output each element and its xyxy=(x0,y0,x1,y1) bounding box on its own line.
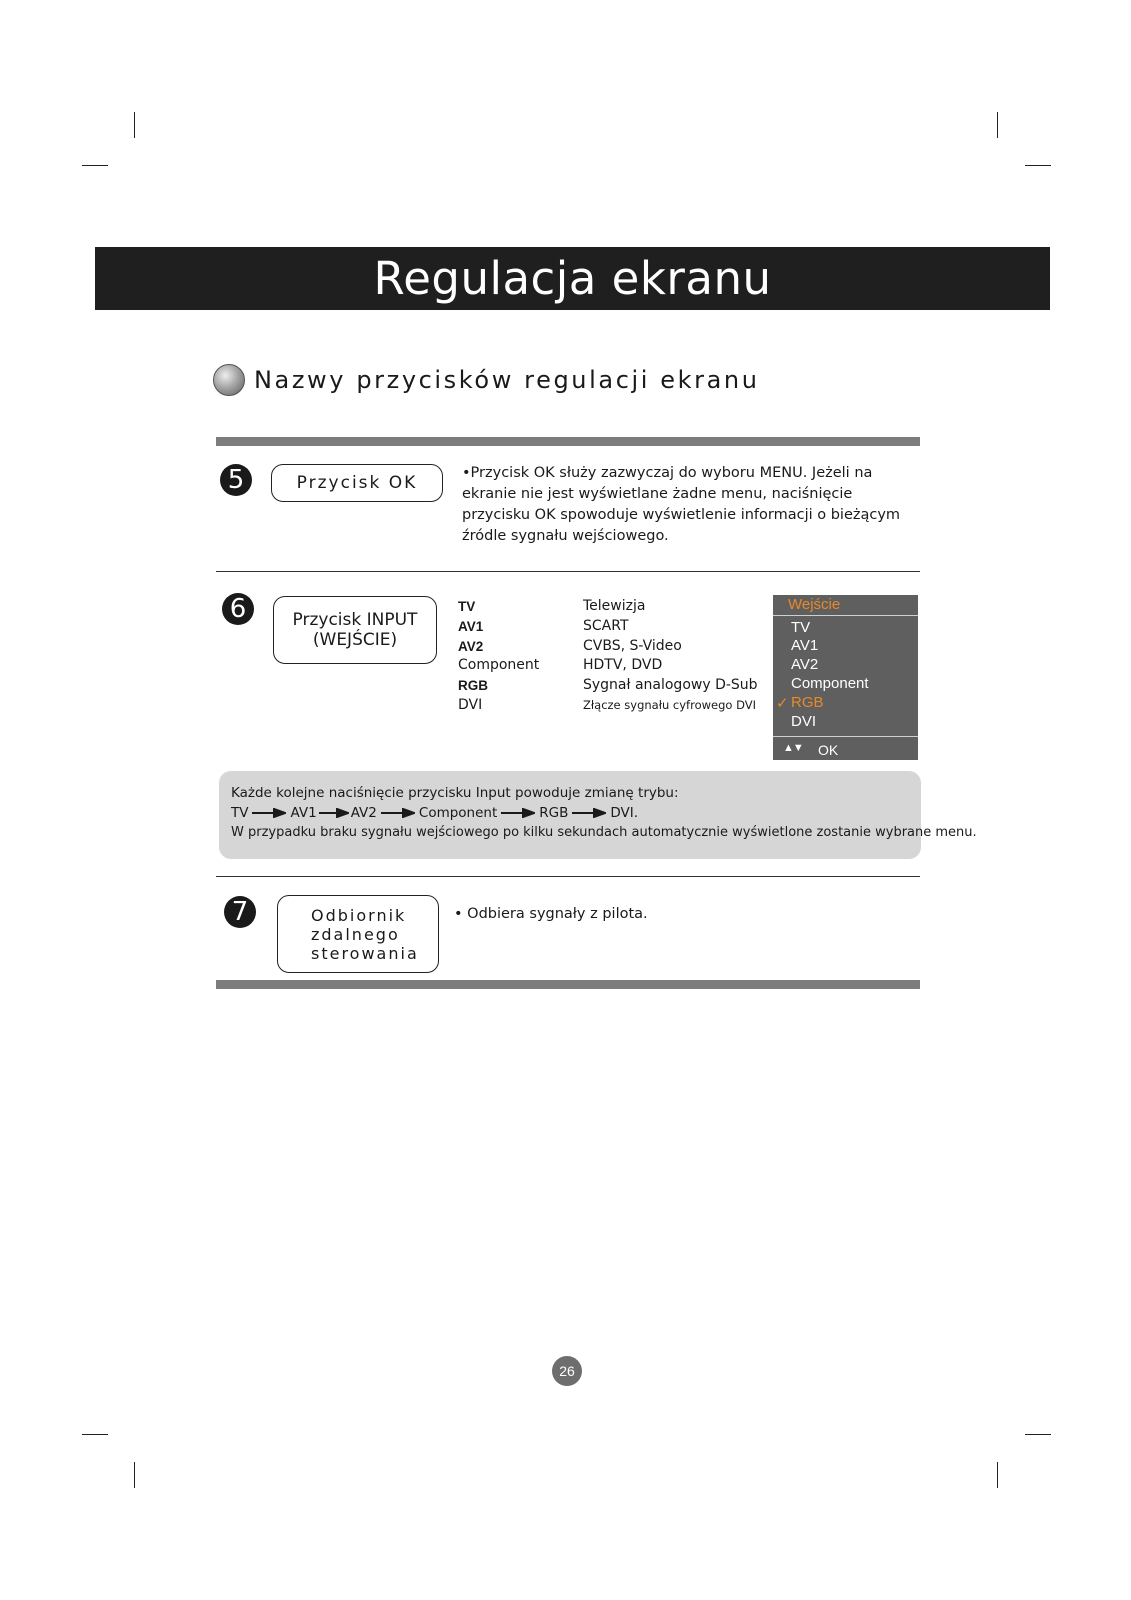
thick-divider xyxy=(216,980,920,989)
source-name: AV2 xyxy=(458,638,484,654)
checkmark-icon: ✓ xyxy=(776,695,789,712)
input-cycle-note xyxy=(219,771,977,859)
input-button-label-box xyxy=(273,596,437,664)
source-description: Telewizja xyxy=(583,598,646,614)
arrow-right-icon xyxy=(252,808,286,818)
divider xyxy=(216,571,920,572)
source-name: Component xyxy=(458,657,540,674)
thick-divider xyxy=(216,437,920,446)
ok-button-label: Przycisk OK xyxy=(296,473,418,493)
remote-receiver-label-line3: sterowania xyxy=(311,943,419,963)
source-name: TV xyxy=(458,599,476,614)
input-sequence xyxy=(231,803,638,823)
osd-item-component: Component xyxy=(791,675,869,692)
sequence-step: AV2 xyxy=(350,805,377,821)
source-description: HDTV, DVD xyxy=(583,657,663,674)
osd-footer xyxy=(773,740,918,760)
source-name: AV1 xyxy=(458,618,484,634)
osd-divider xyxy=(773,615,918,616)
page-title-bar xyxy=(95,247,1050,310)
input-button-label-line2: (WEJŚCIE) xyxy=(312,630,398,650)
ok-button-label-box xyxy=(271,464,443,502)
number-7-icon: 7 xyxy=(224,896,256,928)
source-description: Złącze sygnału cyfrowego DVI xyxy=(583,697,756,712)
source-description: CVBS, S-Video xyxy=(583,637,682,654)
source-description-list xyxy=(583,597,758,716)
crop-mark xyxy=(1025,165,1051,166)
arrow-right-icon xyxy=(381,808,415,818)
up-down-arrows-icon: ▲▼ xyxy=(783,742,803,754)
sequence-step: TV xyxy=(231,805,249,821)
crop-mark xyxy=(997,112,998,138)
sequence-step: AV1 xyxy=(290,805,317,821)
osd-item-dvi: DVI xyxy=(791,713,817,730)
input-button-label-line1: Przycisk INPUT xyxy=(292,610,418,630)
osd-item-tv: TV xyxy=(791,619,811,636)
section-heading xyxy=(213,364,760,396)
crop-mark xyxy=(134,1462,135,1488)
osd-divider xyxy=(773,736,918,737)
note-line3: W przypadku braku sygnału wejściowego po kilku sekundach automatycznie wyświetlone zostanie wybrane menu. xyxy=(231,825,977,840)
osd-item-av2: AV2 xyxy=(791,656,819,673)
sequence-step: RGB xyxy=(539,805,569,821)
source-name: RGB xyxy=(458,678,488,694)
crop-mark xyxy=(1025,1434,1051,1435)
osd-footer-ok: OK xyxy=(818,742,839,758)
arrow-right-icon xyxy=(501,808,535,818)
crop-mark xyxy=(82,1434,108,1435)
sequence-step: Component xyxy=(418,805,498,821)
remote-receiver-label-box xyxy=(277,895,439,973)
remote-receiver-label-line1: Odbiornik xyxy=(311,905,407,925)
sequence-step: DVI. xyxy=(610,805,639,821)
number-6-icon: 6 xyxy=(222,593,254,625)
source-name: DVI xyxy=(458,696,483,713)
crop-mark xyxy=(134,112,135,138)
page-number: 26 xyxy=(552,1356,582,1386)
arrow-right-icon xyxy=(572,808,606,818)
input-osd-menu xyxy=(773,595,918,760)
osd-item-rgb-selected: RGB xyxy=(791,694,824,711)
number-5-icon: 5 xyxy=(220,464,252,496)
source-description: SCART xyxy=(583,617,629,634)
sphere-bullet-icon xyxy=(213,364,245,396)
osd-title: Wejście xyxy=(788,596,841,613)
note-line1: Każde kolejne naciśnięcie przycisku Input powoduje zmianę trybu: xyxy=(231,785,679,801)
source-description: Sygnał analogowy D-Sub xyxy=(583,677,758,694)
crop-mark xyxy=(82,165,108,166)
divider xyxy=(216,876,920,877)
osd-item-av1: AV1 xyxy=(791,637,819,654)
crop-mark xyxy=(997,1462,998,1488)
remote-receiver-description: • Odbiera sygnały z pilota. xyxy=(454,906,648,922)
remote-receiver-label-line2: zdalnego xyxy=(311,924,400,944)
page-title: Regulacja ekranu xyxy=(373,252,772,305)
source-name-list xyxy=(458,597,539,716)
section-heading-text: Nazwy przycisków regulacji ekranu xyxy=(254,366,760,394)
arrow-right-icon xyxy=(319,808,349,818)
ok-button-description: •Przycisk OK służy zazwyczaj do wyboru MENU. Jeżeli na ekranie nie jest wyświetlane żadne menu, naciśnięcie przycisku OK spowoduje wyświetlenie informacji o bieżącym źródle sygnału wejściowego. xyxy=(462,465,901,544)
